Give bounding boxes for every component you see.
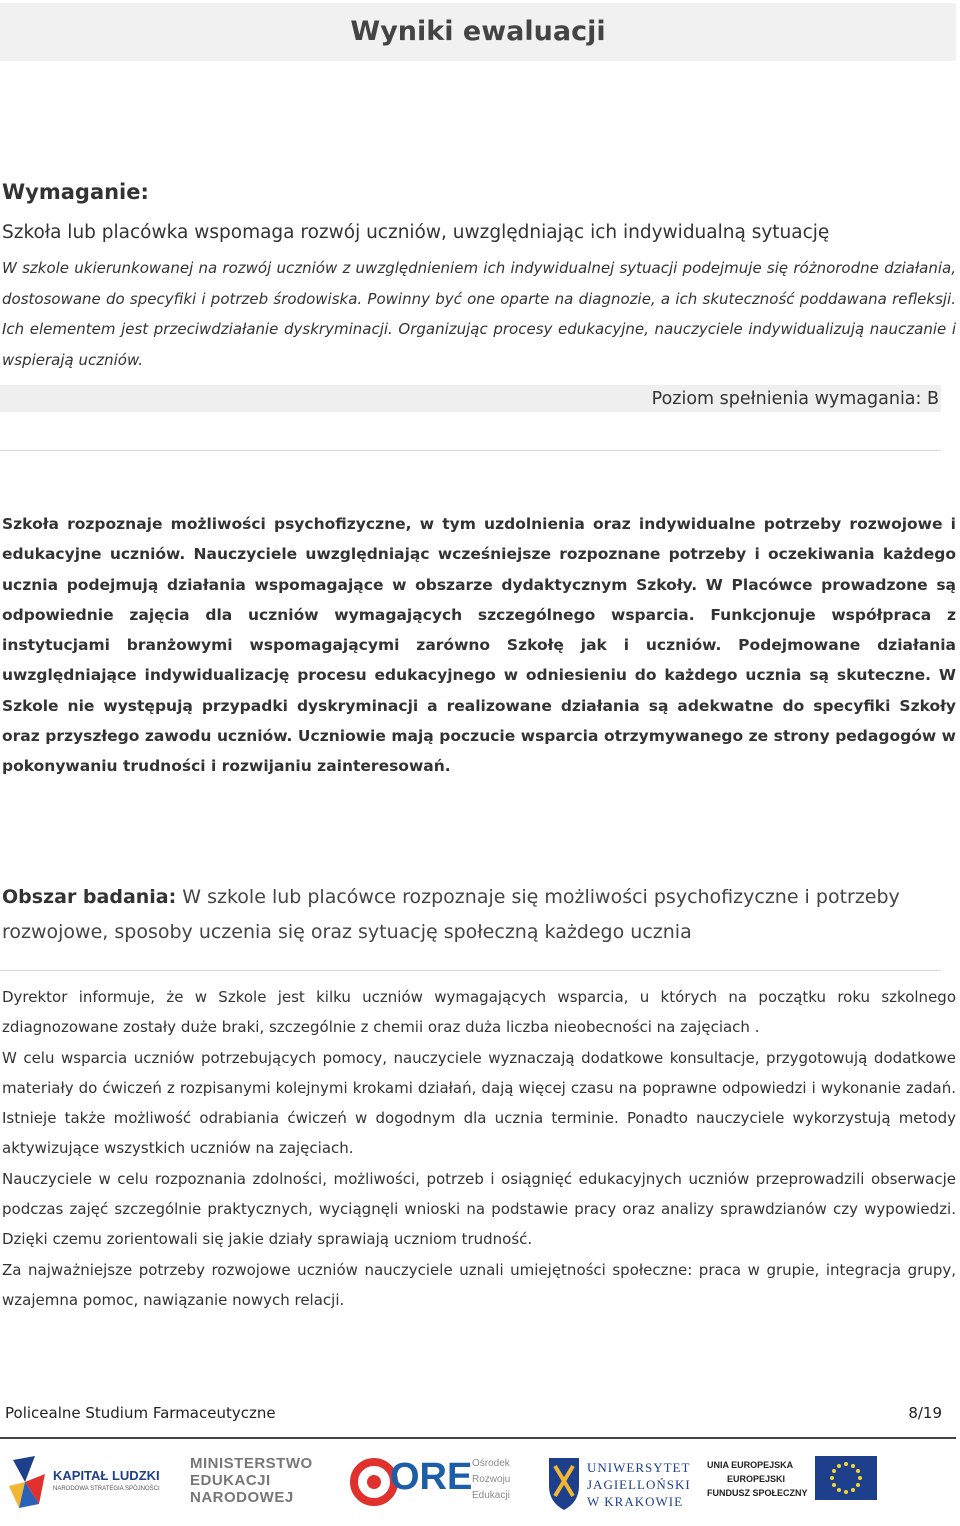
findings-paragraph: Dyrektor informuje, że w Szkole jest kilku uczniów wymagających wsparcia, u których na początku roku szkolnego zdiagnozowane zostały duże braki, szczególnie z chemii oraz duża liczba nieobecności na zajęciach .: [2, 988, 956, 1037]
requirement-heading: Wymaganie:: [2, 180, 149, 204]
uj-line-1: UNIWERSYTET: [587, 1460, 691, 1475]
men-logo: [188, 1446, 318, 1518]
ore-line-2: Rozwoju: [472, 1474, 511, 1485]
findings: [2, 982, 956, 1315]
summary-paragraph: Szkoła rozpoznaje możliwości psychofizyczne, w tym uzdolnienia oraz indywidualne potrzeby rozwojowe i edukacyjne uczniów. Nauczyciele uwzględniając wcześniejsze rozpoznane potrzeby i oczekiwania każdego ucznia podejmują działania wspomagające w obszarze dydaktycznym Szkoły. W Placówce prowadzone są odpowiednie zajęcia dla uczniów wymagających szczególnego wsparcia. Funkcjonuje współpraca z instytucjami branżowymi wspomagającymi zarówno Szkołę jak i uczniów. Podejmowane działania uwzględniające indywidualizację procesu edukacyjnego w odniesieniu do każdego ucznia są skuteczne. W Szkole nie występują przypadki dyskryminacji a realizowane działania są adekwatne do specyfiki Szkoły oraz przyszłego zawodu uczniów. Uczniowie mają poczucie wsparcia otrzymywanego ze strony pedagogów w pokonywaniu trudności i rozwijaniu zainteresowań.: [2, 515, 956, 776]
men-line-2: EDUKACJI: [190, 1472, 271, 1489]
findings-paragraph: Nauczyciele w celu rozpoznania zdolności, możliwości, potrzeb i osiągnięć edukacyjnych uczniów przeprowadzili obserwacje podczas zajęć szczególnie praktycznych, wyciągnęli wnioski na podstawie pracy oraz analizy sprawdzianów czy wypowiedzi. Dzięki czemu zorientowali się jakie działy sprawiają uczniom trudność.: [2, 1169, 956, 1249]
research-area: [2, 880, 956, 950]
section-divider: [0, 970, 941, 971]
ore-line-3: Edukacji: [472, 1490, 510, 1501]
footer-divider: [0, 1437, 956, 1439]
research-area-label: Obszar badania:: [2, 886, 177, 908]
findings-paragraph: W celu wsparcia uczniów potrzebujących pomocy, nauczyciele wyznaczają dodatkowe konsultacje, przygotowują dodatkowe materiały do ćwiczeń z rozpisanymi kolejnymi krokami działań, dają więcej czasu na poprawne odpowiedzi i wykonanie zadań. Istnieje także możliwość odrabiania ćwiczeń w dogodnym dla ucznia terminie. Ponadto nauczyciele wykorzystują metody aktywizujące wszystkich uczniów na zajęciach.: [2, 1048, 956, 1158]
uj-logo: [545, 1446, 691, 1518]
uj-line-3: W KRAKOWIE: [587, 1494, 684, 1509]
page-title: Wyniki ewaluacji: [350, 16, 606, 47]
footer-school-name: Policealne Studium Farmaceutyczne: [5, 1404, 276, 1422]
requirement-description: W szkole ukierunkowanej na rozwój uczniów z uwzględnieniem ich indywidualnej sytuacji podejmuje się różnorodne działania, dostosowane do specyfiki i potrzeb środowiska. Powinny być one oparte na diagnozie, a ich skuteczność poddawana refleksji. Ich elementem jest przeciwdziałanie dyskryminacji. Organizując procesy edukacyjne, nauczyciele indywidualizują nauczanie i wspierają uczniów.: [2, 259, 956, 369]
kapital-ludzki-icon: [5, 1452, 50, 1512]
research-area-text: W szkole lub placówce rozpoznaje się możliwości psychofizyczne i potrzeby rozwojowe, sposoby uczenia się oraz sytuację społeczną każdego ucznia: [2, 886, 900, 943]
title-bar: [0, 3, 956, 61]
footer: [5, 1404, 942, 1422]
requirement-level: Poziom spełnienia wymagania: B: [651, 389, 939, 409]
kapital-ludzki-logo: [5, 1446, 170, 1518]
eu-line-1: UNIA EUROPEJSKA: [707, 1460, 794, 1470]
eu-line-3: FUNDUSZ SPOŁECZNY: [707, 1488, 808, 1498]
requirement-level-bar: [0, 385, 941, 412]
requirement-statement: Szkoła lub placówka wspomaga rozwój uczniów, uwzględniając ich indywidualną sytuację: [2, 222, 830, 243]
uj-line-2: JAGIELLOŃSKI: [587, 1477, 691, 1492]
eu-logo: [705, 1446, 955, 1518]
ore-logo: [350, 1446, 520, 1518]
ore-line-1: Ośrodek: [472, 1458, 510, 1469]
kapital-ludzki-title: KAPITAŁ LUDZKI: [53, 1468, 160, 1483]
page-number: 8/19: [908, 1404, 942, 1422]
eu-line-2: EUROPEJSKI: [727, 1474, 786, 1484]
kapital-ludzki-subtitle: NARODOWA STRATEGIA SPÓJNOŚCI: [53, 1486, 160, 1492]
eu-flag-icon: [815, 1456, 877, 1500]
uj-crest-icon: [545, 1452, 583, 1512]
findings-paragraph: Za najważniejsze potrzeby rozwojowe uczniów nauczyciele uznali umiejętności społeczne: praca w grupie, integracja grupy, wzajemna pomoc, nawiązanie nowych relacji.: [2, 1260, 956, 1309]
ore-mark: ORE: [390, 1456, 473, 1498]
men-line-1: MINISTERSTWO: [190, 1455, 313, 1472]
men-line-3: NARODOWEJ: [190, 1489, 294, 1506]
section-divider: [0, 450, 941, 451]
